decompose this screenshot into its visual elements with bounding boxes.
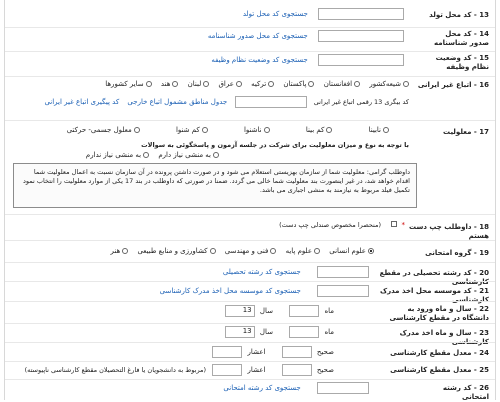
- radio-icon: [146, 81, 152, 87]
- field-22-label: 22 - سال و ماه ورود به دانشگاه در مقطع کارشناسی: [389, 305, 489, 322]
- divider: [5, 120, 495, 121]
- divider: [5, 379, 495, 380]
- gpa2-integer-label: صحیح: [316, 366, 334, 374]
- radio-icon: [172, 81, 178, 87]
- field-24-label: 24 - معدل مقطع کارشناسی: [390, 349, 489, 357]
- nationality-option[interactable]: پاکستان: [283, 80, 314, 88]
- radio-icon: [202, 127, 208, 133]
- nationality-option[interactable]: افغانستان: [324, 80, 360, 88]
- bachelor-major-search-link[interactable]: جستجوی کد رشته تحصیلی: [222, 268, 301, 276]
- radio-icon: [314, 248, 320, 254]
- entry-year-label: سال: [259, 307, 273, 315]
- gpa-integer-input[interactable]: [282, 346, 312, 358]
- divider: [5, 323, 495, 324]
- gpa2-integer-input[interactable]: [282, 364, 312, 376]
- divider: [5, 214, 495, 215]
- divider: [5, 281, 495, 282]
- nationality-option[interactable]: ترکیه: [251, 80, 274, 88]
- gpa2-decimal-input[interactable]: [212, 364, 242, 376]
- nationality-option[interactable]: عراق: [219, 80, 242, 88]
- divider: [5, 76, 495, 77]
- gpa2-hint: (مربوط به دانشجویان یا فارغ التحصیلان مقطع کارشناسی ناپیوسته): [24, 366, 207, 374]
- radio-icon: [383, 127, 389, 133]
- disability-option-blind[interactable]: نابینا: [369, 126, 389, 134]
- grad-month-input[interactable]: [289, 326, 319, 338]
- exam-group-art[interactable]: هنر: [111, 247, 129, 255]
- field-18-label: 18 - داوطلب چپ دست هستم: [409, 223, 489, 240]
- id-issue-place-search-link[interactable]: جستجوی کد محل صدور شناسنامه: [207, 32, 308, 40]
- foreign-regions-table-link[interactable]: جدول مناطق مشمول اتباع خارجی: [127, 98, 228, 106]
- grad-year-label: سال: [259, 328, 273, 336]
- field-26-label: 26 - کد رشته امتحانی: [442, 384, 489, 401]
- field-21-label: 21 - کد موسسه محل اخذ مدرک کارشناسی: [379, 287, 489, 304]
- radio-icon: [308, 81, 314, 87]
- radio-icon: [143, 152, 149, 158]
- gpa-decimal-input[interactable]: [212, 346, 242, 358]
- divider: [5, 301, 495, 302]
- field-17-label: 17 - معلولیت: [443, 128, 489, 136]
- radio-icon: [122, 248, 128, 254]
- radio-icon: [368, 248, 374, 254]
- disability-notice-box: [13, 163, 417, 208]
- field-23-label: 23 - سال و ماه اخذ مدرک کارشناسی: [399, 329, 489, 346]
- registration-form: [4, 0, 496, 400]
- gpa-integer-label: صحیح: [316, 348, 334, 356]
- field-14-label: 14 - کد محل صدور شناسنامه: [434, 30, 489, 47]
- military-status-search-link[interactable]: جستجوی کد وضعیت نظام وظیفه: [211, 56, 308, 64]
- bachelor-institute-search-link[interactable]: جستجوی کد موسسه محل اخذ مدرک کارشناسی: [159, 287, 301, 295]
- gpa2-decimal-label: اعشار: [247, 366, 266, 374]
- radio-icon: [354, 81, 360, 87]
- entry-year-input[interactable]: 13: [225, 305, 255, 317]
- field-19-label: 19 - گروه امتحانی: [425, 249, 489, 257]
- divider: [5, 262, 495, 263]
- exam-group-basic-sciences[interactable]: علوم پایه: [286, 247, 320, 255]
- grad-month-label: ماه: [324, 328, 334, 336]
- gpa-decimal-label: اعشار: [247, 348, 266, 356]
- radio-icon: [268, 81, 274, 87]
- radio-icon: [403, 81, 409, 87]
- birthplace-code-input[interactable]: [318, 8, 404, 20]
- foreign-tracking-code-label: کد بیگری 13 رقمی اتباع غیر ایرانی: [313, 98, 409, 106]
- disability-notice-text: داوطلب گرامی: معلولیت شما از سازمان بهزیستی استعلام می شود و در صورت داشتن پرونده در آن سازمان نسبت به اعمال معلولیت شما اقدام خواهد شد، در غیر اینصورت بند معلولیت شما خالی می گردد. ضمنا در صورتی که داوطلب در بند 17 یکی از موارد معلولیت را انتخاب نمود تکمیل فیلد مربوط به نیازمند به منشی اجباری می باشد.: [23, 168, 410, 194]
- radio-icon: [213, 152, 219, 158]
- exam-group-engineering[interactable]: فنی و مهندسی: [225, 247, 277, 255]
- nationality-option[interactable]: هند: [161, 80, 178, 88]
- foreign-tracking-code-input[interactable]: [235, 96, 307, 108]
- foreign-tracking-code-link[interactable]: کد پیگیری اتباع غیر ایرانی: [44, 98, 120, 106]
- field-13-label: 13 - کد محل تولد: [429, 11, 489, 19]
- secretary-question: با توجه به نوع و میزان معلولیت برای شرکت در جلسه آزمون و پاسخگوئی به سوالات: [141, 141, 409, 149]
- radio-icon: [203, 81, 209, 87]
- exam-group-agriculture[interactable]: کشاورزی و منابع طبیعی: [137, 247, 215, 255]
- disability-option-hard-of-hearing[interactable]: کم شنوا: [176, 126, 208, 134]
- entry-month-label: ماه: [324, 307, 334, 315]
- divider: [5, 240, 495, 241]
- radio-icon: [236, 81, 242, 87]
- field-20-label: 20 - کد رشته تحصیلی در مقطع کارشناسی: [379, 269, 489, 286]
- divider: [5, 342, 495, 343]
- bachelor-major-code-input[interactable]: [317, 266, 369, 278]
- id-issue-place-code-input[interactable]: [318, 30, 404, 42]
- entry-month-input[interactable]: [289, 305, 319, 317]
- radio-icon: [210, 248, 216, 254]
- radio-icon: [264, 127, 270, 133]
- field-25-label: 25 - معدل مقطع کارشناسی: [390, 366, 489, 374]
- radio-icon: [270, 248, 276, 254]
- divider: [5, 361, 495, 362]
- exam-major-code-input[interactable]: [317, 382, 369, 394]
- exam-group-humanities[interactable]: علوم انسانی: [329, 247, 374, 255]
- military-status-code-input[interactable]: [318, 54, 404, 66]
- disability-option-physical[interactable]: معلول جسمی- حرکتی: [67, 126, 140, 134]
- required-star: *: [401, 221, 405, 229]
- radio-icon: [326, 127, 332, 133]
- nationality-option[interactable]: شیعه‌کشور: [369, 80, 409, 88]
- bachelor-institute-code-input[interactable]: [317, 285, 369, 297]
- need-secretary-yes[interactable]: به منشی نیاز دارم: [158, 151, 219, 159]
- exam-major-search-link[interactable]: جستجوی کد رشته امتحانی: [223, 384, 301, 392]
- disability-option-low-vision[interactable]: کم بینا: [306, 126, 333, 134]
- nationality-option[interactable]: لبنان: [188, 80, 210, 88]
- grad-year-input[interactable]: 13: [225, 326, 255, 338]
- left-handed-hint: (منحصرا مخصوص صندلی چپ دست): [279, 221, 382, 229]
- birthplace-code-search-link[interactable]: جستجوی کد محل تولد: [242, 10, 308, 18]
- disability-option-deaf[interactable]: ناشنوا: [244, 126, 270, 134]
- radio-icon: [134, 127, 140, 133]
- left-handed-checkbox[interactable]: [391, 221, 397, 227]
- field-16-label: 16 - اتباع غیر ایرانی: [417, 81, 489, 89]
- need-secretary-no[interactable]: به منشی نیاز ندارم: [86, 151, 149, 159]
- nationality-option[interactable]: سایر کشورها: [105, 80, 151, 88]
- field-15-label: 15 - کد وضعیت نظام وظیفه: [435, 54, 489, 71]
